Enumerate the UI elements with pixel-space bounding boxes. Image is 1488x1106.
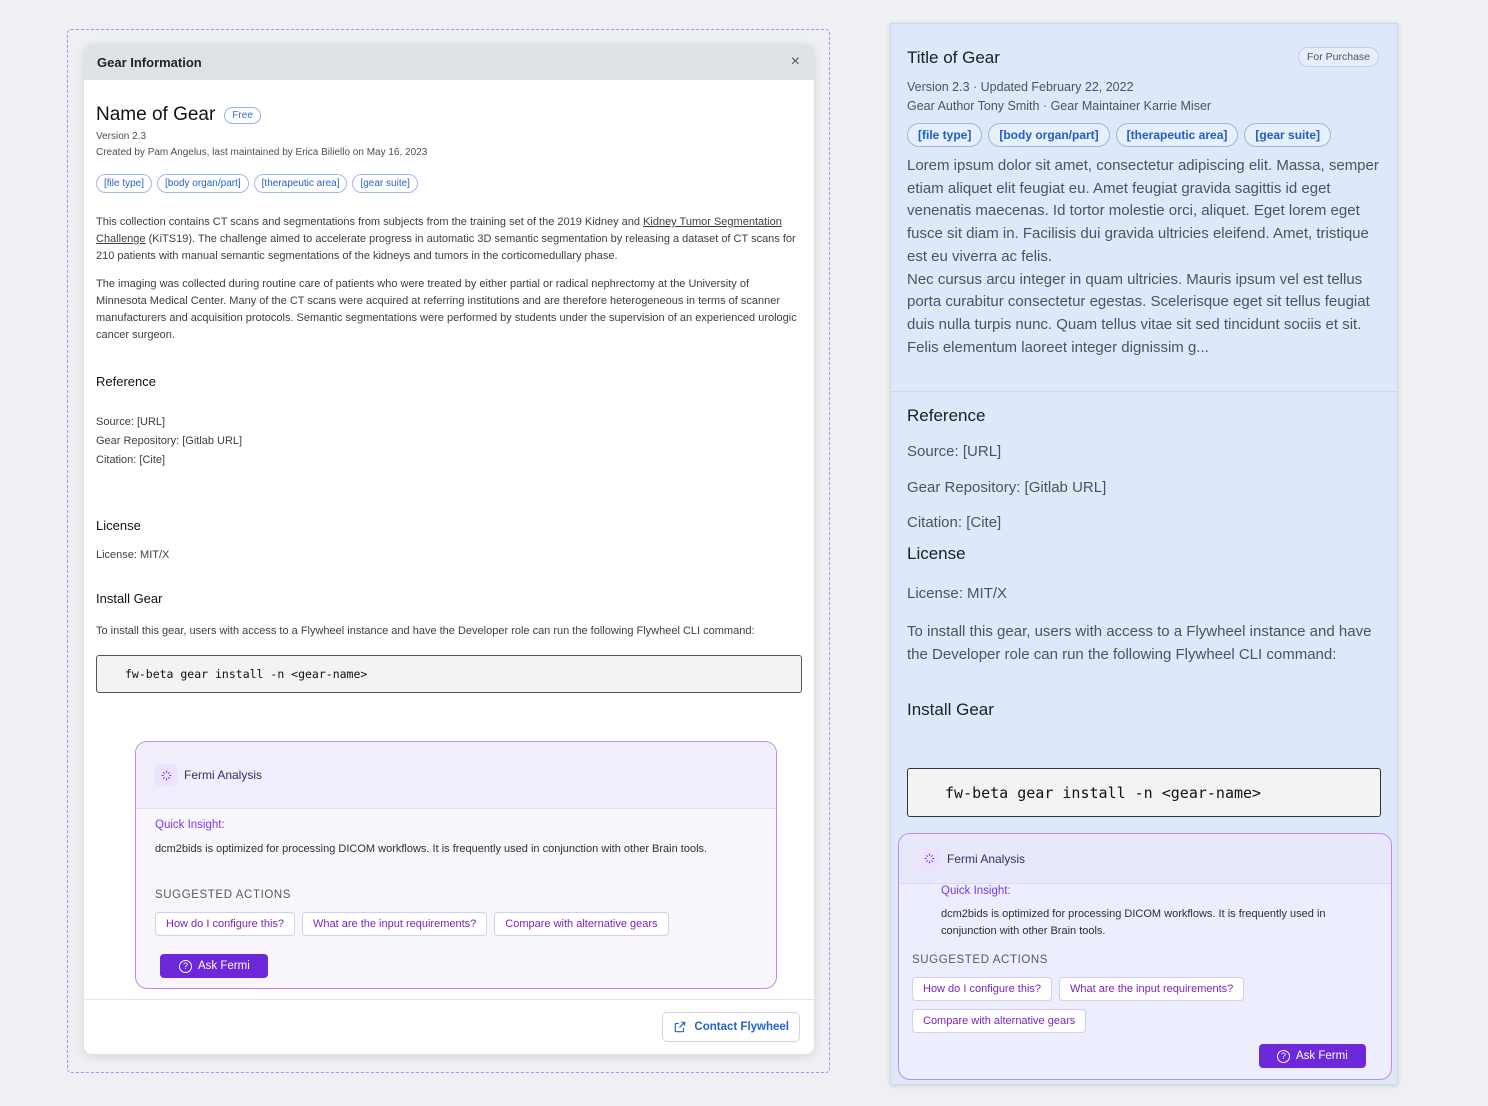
modal-title: Gear Information [97,54,202,70]
kits-challenge-link[interactable]: Kidney Tumor Segmentation Challenge [96,216,782,245]
gear-name-row [96,104,802,126]
action-configure[interactable]: How do I configure this? [155,912,295,936]
tag-body-organ[interactable]: [body organ/part] [157,174,249,193]
description-text: This collection contains CT scans and segmentations from subjects from the training set of the 2019 Kidney and [96,216,644,228]
tag-file-type[interactable]: [file type] [96,174,152,193]
description-paragraph-2: Nec cursus arcu integer in quam ultricies. Mauris ipsum vel est tellus porta curabitur consectetur egestas. Scelerisque eget sit tellus feugiat duis nulla turpis nunc. Quam tellus vitae sit sed tincidunt sociis et sit. Felis elementum laoreet integer dignissim g... [907,270,1370,356]
sparkle-icon [155,764,177,786]
reference-citation: Citation: [Cite] [907,514,1002,531]
fermi-analysis-panel [898,833,1392,1080]
version-line: Version 2.3 · Updated February 22, 2022 [907,80,1134,94]
description-paragraph-2: The imaging was collected during routine care of patients who were treated by either partial or radical nephrectomy at the University of Minnesota Medical Center. Many of the CT scans were acquired at referring institutions and are therefore heterogeneous in terms of scanner manufacturers and acquisition protocols. Semantic segmentations were performed by students under the supervision of an experienced urologic cancer surgeon. [96,278,797,341]
reference-list [96,413,802,470]
gear-detail-card [890,23,1398,1085]
ask-fermi-label: Ask Fermi [198,960,250,972]
modal-body [84,104,814,693]
license-value: License: MIT/X [96,549,170,561]
license-value: License: MIT/X [907,585,1008,602]
install-command-box[interactable]: fw-beta gear install -n <gear-name> [96,655,802,693]
gear-version: Version 2.3 [96,131,147,142]
reference-source: Source: [URL] [96,416,166,428]
action-input-requirements[interactable]: What are the input requirements? [1059,977,1244,1001]
description [907,155,1383,359]
install-heading: Install Gear [907,700,994,719]
card-summary [891,24,1397,392]
modal-header [84,44,814,80]
gear-info-modal [84,44,814,1054]
quick-insight-label: Quick Insight: [941,885,1011,897]
action-compare-gears[interactable]: Compare with alternative gears [912,1009,1086,1033]
close-icon[interactable]: × [790,53,800,70]
contact-flywheel-button[interactable] [662,1012,800,1042]
action-configure[interactable]: How do I configure this? [912,977,1052,1001]
divider [891,391,1397,392]
gear-name: Name of Gear [96,104,216,125]
contact-flywheel-label: Contact Flywheel [694,1021,789,1033]
fermi-header [899,834,1391,884]
ask-fermi-label: Ask Fermi [1296,1050,1348,1062]
price-badge: Free [224,107,261,124]
tag-body-organ[interactable]: [body organ/part] [988,123,1109,147]
license-heading: License [907,544,966,563]
tag-list [96,174,802,193]
help-circle-icon: ? [1277,1050,1290,1063]
sparkle-icon [918,848,940,870]
fermi-analysis-panel [135,741,777,989]
tag-gear-suite[interactable]: [gear suite] [1244,123,1331,147]
tag-list [907,123,1331,147]
tag-gear-suite[interactable]: [gear suite] [352,174,417,193]
description-paragraph-1 [96,214,802,265]
install-heading: Install Gear [96,591,163,606]
description-text: (KiTS19). The challenge aimed to accelerate progress in automatic 3D semantic segmentation by releasing a dataset of CT scans for 210 patients with manual semantic segmentations of the kidneys and tumors in the corticomedullary phase. [96,233,796,262]
install-instructions: To install this gear, users with access to a Flywheel instance and have the Developer role can run the following Flywheel CLI command: [907,623,1372,663]
suggested-actions-label: SUGGESTED ACTIONS [912,954,1049,966]
ask-fermi-button[interactable] [160,954,268,978]
author-line: Gear Author Tony Smith · Gear Maintainer Karrie Miser [907,99,1212,113]
reference-source: Source: [URL] [907,443,1002,460]
help-circle-icon: ? [179,960,192,973]
reference-repository: Gear Repository: [Gitlab URL] [96,435,243,447]
ask-fermi-button[interactable] [1259,1044,1366,1068]
tag-therapeutic-area[interactable]: [therapeutic area] [1116,123,1239,147]
suggested-actions [912,977,1382,1033]
quick-insight-label: Quick Insight: [155,819,225,831]
quick-insight-text: dcm2bids is optimized for processing DICOM workflows. It is frequently used in conjunction with other Brain tools. [941,908,1326,937]
action-input-requirements[interactable]: What are the input requirements? [302,912,487,936]
fermi-header [136,742,776,809]
reference-heading: Reference [96,374,156,389]
tag-file-type[interactable]: [file type] [907,123,982,147]
external-link-icon [673,1020,687,1034]
fermi-title: Fermi Analysis [947,851,1026,866]
modal-footer [84,999,814,1054]
tag-therapeutic-area[interactable]: [therapeutic area] [254,174,348,193]
suggested-actions-label: SUGGESTED ACTIONS [155,889,292,901]
install-instructions: To install this gear, users with access to a Flywheel instance and have the Developer role can run the following Flywheel CLI command: [96,625,755,637]
fermi-title: Fermi Analysis [184,768,263,782]
reference-citation: Citation: [Cite] [96,454,166,466]
reference-repository: Gear Repository: [Gitlab URL] [907,479,1107,496]
license-heading: License [96,518,141,533]
quick-insight-text: dcm2bids is optimized for processing DICOM workflows. It is frequently used in conjunction with other Brain tools. [155,843,708,855]
action-compare-gears[interactable]: Compare with alternative gears [494,912,668,936]
gear-created-by: Created by Pam Angelus, last maintained by Erica Biliello on May 16, 2023 [96,147,428,158]
suggested-actions [155,912,669,936]
reference-heading: Reference [907,406,986,425]
price-badge: For Purchase [1298,47,1379,67]
description-paragraph-1: Lorem ipsum dolor sit amet, consectetur adipiscing elit. Massa, semper etiam aliquet elit feugiat eu. Amet feugiat gravida sagittis id eget venenatis maecenas. Id tortor molestie orci, aliquet. Eget lorem eget fusce sit diam in. Facilisis dui gravida ultricies eleifend. Amet, tristique est eu viverra ac felis. [907,157,1379,265]
install-command-box[interactable]: fw-beta gear install -n <gear-name> [907,768,1381,817]
gear-title: Title of Gear [907,48,1000,67]
